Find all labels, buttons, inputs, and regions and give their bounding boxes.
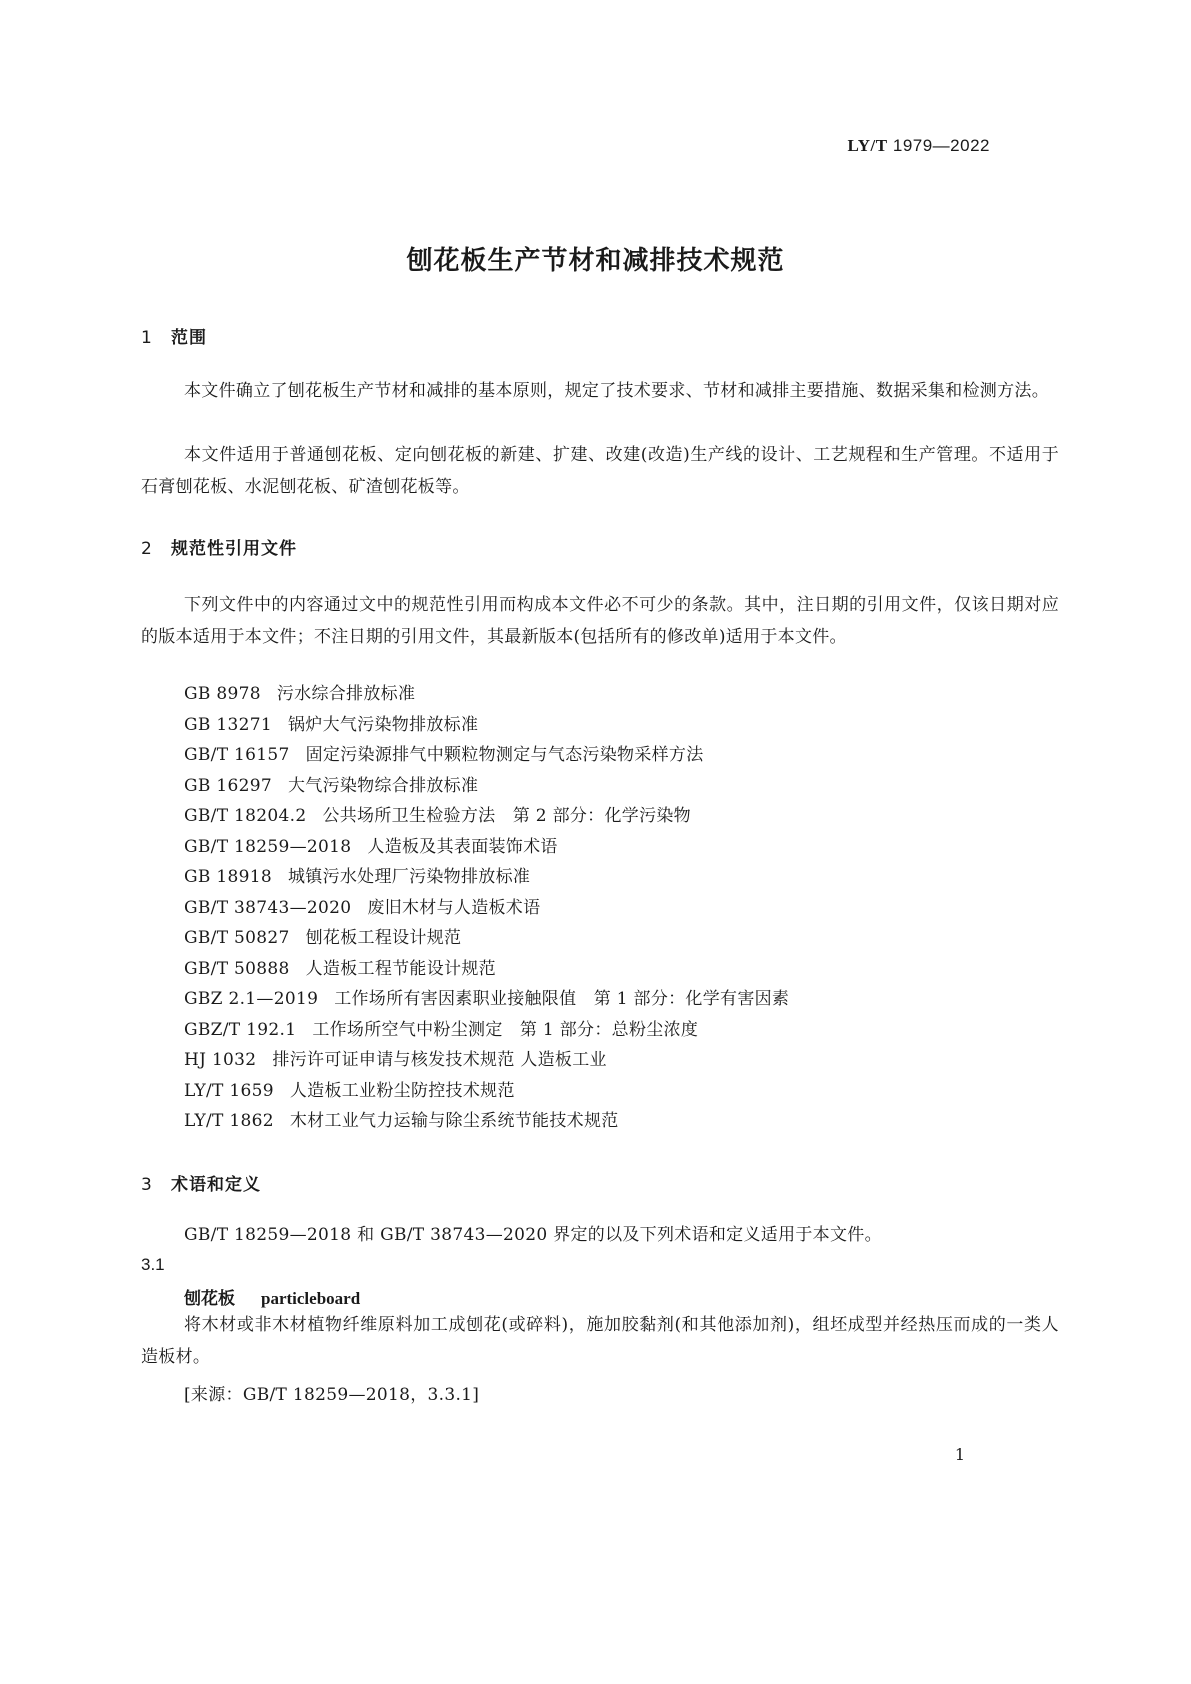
section-title: 术语和定义 — [171, 1175, 261, 1195]
document-id-prefix: LY/T — [847, 136, 888, 155]
reference-item — [184, 922, 461, 954]
page-number: 1 — [954, 1445, 965, 1464]
reference-code: LY/T 1659 — [184, 1081, 274, 1101]
reference-title: 木材工业气力运输与除尘系统节能技术规范 — [289, 1111, 619, 1131]
reference-title: 人造板及其表面装饰术语 — [367, 837, 558, 857]
term-definition: 将木材或非木材植物纤维原料加工成刨花(或碎料)，施加胶黏剂(和其他添加剂)，组坯成型并经热压而成的一类人造板材。 — [141, 1315, 1059, 1367]
reference-item — [184, 831, 558, 863]
reference-code: GB/T 50827 — [184, 928, 290, 948]
reference-code: GB/T 16157 — [184, 745, 290, 765]
reference-title: 工作场所空气中粉尘测定 第 1 部分：总粉尘浓度 — [312, 1020, 699, 1040]
reference-title: 公共场所卫生检验方法 第 2 部分：化学污染物 — [322, 806, 691, 826]
reference-title: 锅炉大气污染物排放标准 — [287, 715, 479, 735]
reference-code: GB 8978 — [184, 684, 261, 704]
section-number: 1 — [141, 328, 153, 348]
section-3-heading — [141, 1170, 261, 1195]
reference-title: 废旧木材与人造板术语 — [367, 898, 541, 918]
section-1-paragraph-1: 本文件确立了刨花板生产节材和减排的基本原则，规定了技术要求、节材和减排主要措施、数据采集和检测方法。 — [184, 381, 1049, 401]
reference-item — [184, 709, 478, 741]
section-3-intro: GB/T 18259—2018 和 GB/T 38743—2020 界定的以及下列术语和定义适用于本文件。 — [184, 1225, 882, 1245]
document-id — [848, 136, 991, 156]
reference-title: 工作场所有害因素职业接触限值 第 1 部分：化学有害因素 — [334, 989, 790, 1009]
reference-title: 固定污染源排气中颗粒物测定与气态污染物采样方法 — [305, 745, 704, 765]
reference-title: 大气污染物综合排放标准 — [287, 776, 479, 796]
term-heading — [184, 1284, 360, 1309]
reference-title: 人造板工程节能设计规范 — [305, 959, 496, 979]
reference-code: LY/T 1862 — [184, 1111, 274, 1131]
reference-title: 污水综合排放标准 — [276, 684, 416, 704]
reference-item — [184, 1105, 619, 1137]
term-chinese: 刨花板 — [184, 1289, 235, 1309]
reference-code: GB/T 18204.2 — [184, 806, 307, 826]
section-1-heading — [141, 323, 207, 348]
section-1-paragraph-2: 本文件适用于普通刨花板、定向刨花板的新建、扩建、改建(改造)生产线的设计、工艺规程和生产管理。不适用于石膏刨花板、水泥刨花板、矿渣刨花板等。 — [141, 445, 1059, 497]
section-title: 范围 — [171, 328, 207, 348]
reference-title: 排污许可证申请与核发技术规范 人造板工业 — [272, 1050, 607, 1070]
term-number: 3.1 — [141, 1255, 165, 1274]
reference-item — [184, 770, 478, 802]
reference-code: GB/T 50888 — [184, 959, 290, 979]
term-source: [来源：GB/T 18259—2018，3.3.1] — [184, 1385, 480, 1405]
reference-item — [184, 800, 691, 832]
reference-item — [184, 739, 704, 771]
section-2-intro: 下列文件中的内容通过文中的规范性引用而构成本文件必不可少的条款。其中，注日期的引用文件，仅该日期对应的版本适用于本文件；不注日期的引用文件，其最新版本(包括所有的修改单)适用于本文件。 — [141, 595, 1059, 647]
reference-code: GBZ/T 192.1 — [184, 1020, 297, 1040]
reference-item — [184, 1044, 607, 1076]
reference-item — [184, 1014, 698, 1046]
section-number: 2 — [141, 539, 153, 559]
reference-title: 人造板工业粉尘防控技术规范 — [289, 1081, 515, 1101]
reference-item — [184, 1075, 515, 1107]
reference-code: GB 18918 — [184, 867, 272, 887]
document-id-number: 1979—2022 — [892, 136, 990, 155]
section-title: 规范性引用文件 — [171, 539, 297, 559]
section-number: 3 — [141, 1175, 153, 1195]
reference-item — [184, 983, 789, 1015]
reference-item — [184, 861, 530, 893]
reference-item — [184, 953, 496, 985]
reference-item — [184, 892, 540, 924]
section-2-heading — [141, 534, 297, 559]
reference-code: GB 16297 — [184, 776, 272, 796]
document-title: 刨花板生产节材和减排技术规范 — [406, 246, 785, 276]
reference-code: GB/T 18259—2018 — [184, 837, 352, 857]
reference-title: 城镇污水处理厂污染物排放标准 — [287, 867, 531, 887]
reference-code: GB/T 38743—2020 — [184, 898, 352, 918]
reference-code: GBZ 2.1—2019 — [184, 989, 319, 1009]
reference-code: HJ 1032 — [184, 1050, 257, 1070]
reference-item — [184, 678, 415, 710]
reference-title: 刨花板工程设计规范 — [305, 928, 462, 948]
reference-code: GB 13271 — [184, 715, 272, 735]
term-english: particleboard — [261, 1289, 361, 1308]
